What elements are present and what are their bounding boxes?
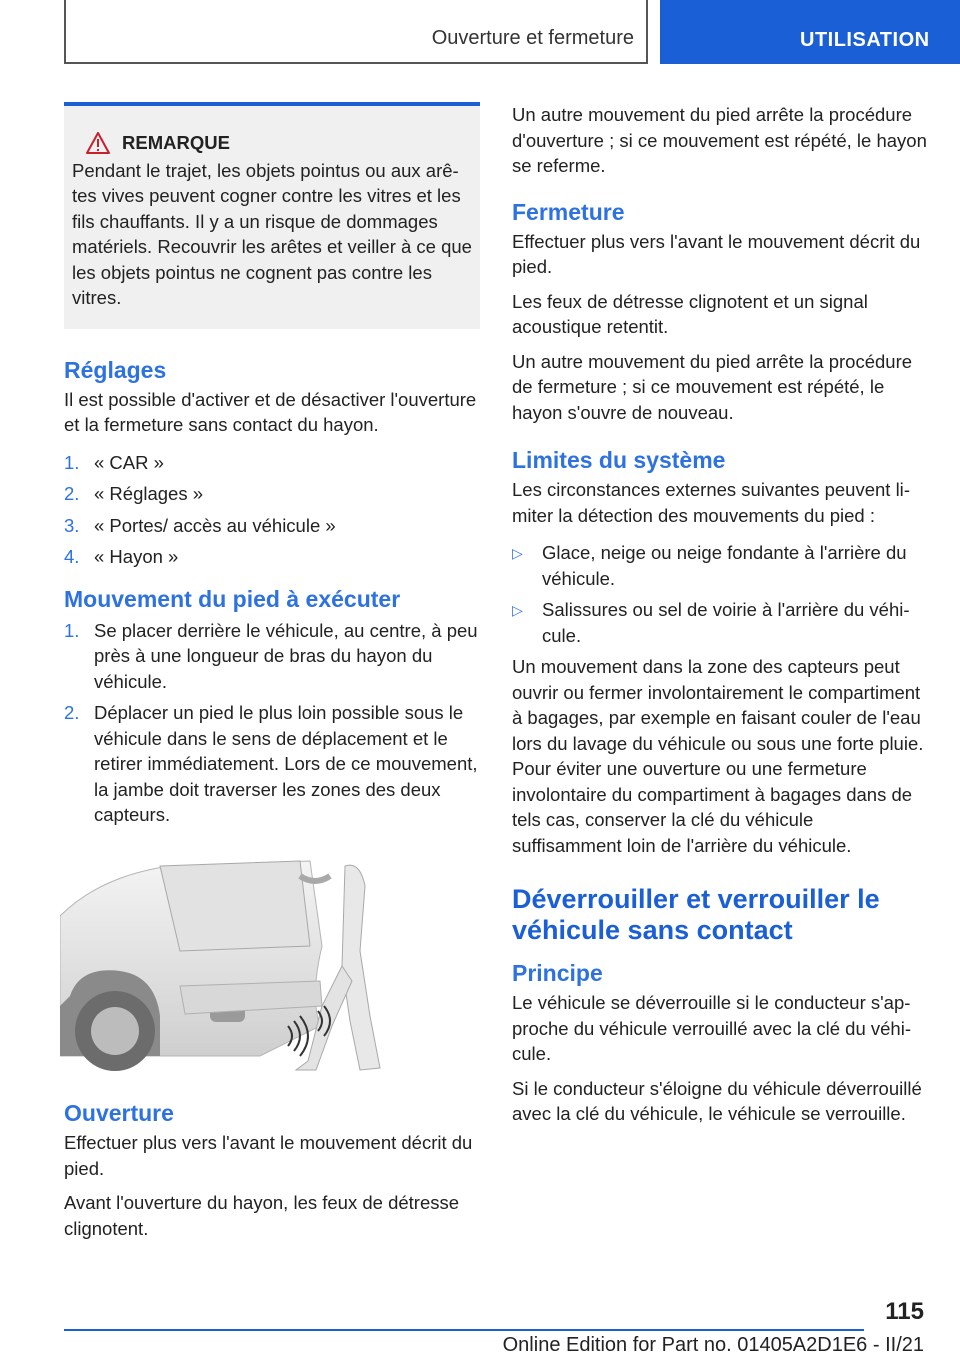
header-section-title: Ouverture et fermeture [431,27,634,49]
reglages-steps [64,450,480,570]
step-number: 4. [64,546,80,567]
notice-text: Pendant le trajet, les objets pointus ou aux arêtes vives peuvent cogner contre les vitres et les fils chauffants. Il y a un risque de dommages matériels. Recouvrir les arêtes et veiller à ce que les objets pointus ne cognent pas contre les vitres. [72,159,472,308]
fermeture-p2: Les feux de détresse clignotent et un signal acoustique retentit. [512,290,868,337]
list-item [64,618,480,695]
bullet-text: Glace, neige ou neige fondante à l'arrière du véhicule. [542,542,907,589]
step-text: « CAR » [94,451,164,473]
list-item [64,450,480,476]
fermeture-p3: Un autre mouvement du pied arrête la procédure de fermeture ; si ce mouvement est répété, le hayon s'ouvre de nouveau. [512,350,913,423]
step-number: 1. [64,619,80,641]
bullet-text: Salissures ou sel de voirie à l'arrière du véhicule. [542,599,910,646]
list-item [512,597,928,648]
header-chapter-title: UTILISATION [800,29,930,51]
triangle-bullet-icon: ▷ [512,545,523,561]
header-chapter-tab [660,0,960,64]
principe-heading: Principe [512,960,603,986]
limites-heading: Limites du système [512,447,726,473]
notice-title [72,130,472,156]
page-number: 115 [885,1298,924,1325]
list-item [64,700,480,828]
footer-edition: Online Edition for Part no. 01405A2D1E6 - II/21 [502,1334,924,1356]
step-number: 3. [64,514,80,536]
step-text: Se placer derrière le véhicule, au centre, à peu près à une longueur de bras du hayon du véhicule. [94,619,478,692]
fermeture-p1: Effectuer plus vers l'avant le mouvement décrit du pied. [512,230,921,277]
limites-list [512,540,928,648]
limites-paragraph: Un mouvement dans la zone des capteurs peut ouvrir ou fermer involontairement le compartiment à bagages, par exemple en faisant couler de l'eau lors du lavage du véhicule ou sous une forte pluie. Pour éviter une ouverture ou une fermeture involontaire du compartiment à bagages dans de tels cas, conserver la clé du véhicule suffisamment loin de l'arrière du véhicule. [512,656,924,856]
notice-box [64,102,480,329]
kick-sensor-illustration [60,856,396,1076]
limites-intro: Les circonstances externes suivantes peuvent limiter la détection des mouvements du pied : [512,479,910,526]
step-text: « Portes/ accès au véhicule » [94,514,336,536]
right-column [512,102,928,1136]
step-text: Déplacer un pied le plus loin possible sous le véhicule dans le sens de déplacement et le retirer immédiatement. Lors de ce mouvement, la jambe doit traverser les zones des deux capteurs. [94,702,478,825]
mouvement-steps [64,618,480,828]
step-number: 1. [64,451,80,473]
ouverture-heading: Ouverture [64,1100,174,1126]
step-text: « Hayon » [94,546,179,567]
ouverture-p2: Avant l'ouverture du hayon, les feux de détresse clignotent. [64,1192,460,1239]
right-p0: Un autre mouvement du pied arrête la procédure d'ouverture ; si ce mouvement est répété, le hayon se referme. [512,104,927,176]
list-item [64,513,480,539]
fermeture-heading: Fermeture [512,198,625,225]
reglages-intro: Il est possible d'activer et de désactiver l'ouverture et la fermeture sans contact du hayon. [64,388,477,435]
principe-p2: Si le conducteur s'éloigne du véhicule déverrouillé avec la clé du véhicule, le véhicule se verrouille. [512,1077,922,1124]
footer-divider [64,1329,864,1331]
step-text: « Réglages » [94,483,204,504]
deverrouiller-heading: Déverrouiller et verrouiller le véhicule sans contact [512,884,880,945]
list-item [64,544,480,570]
list-item [64,481,480,507]
mouvement-heading: Mouvement du pied à exécuter [64,585,401,612]
step-number: 2. [64,483,80,504]
ouverture-p1: Effectuer plus vers l'avant le mouvement décrit du pied. [64,1132,473,1179]
left-column [64,102,480,1250]
reglages-heading: Réglages [64,356,167,383]
warning-icon [86,132,110,154]
principe-p1: Le véhicule se déverrouille si le conducteur s'approche du véhicule verrouillé avec la clé du véhicule. [512,992,912,1064]
triangle-bullet-icon: ▷ [512,602,523,618]
list-item [512,540,928,591]
notice-title-text: REMARQUE [122,132,230,153]
step-number: 2. [64,702,80,723]
header-section [64,0,648,64]
